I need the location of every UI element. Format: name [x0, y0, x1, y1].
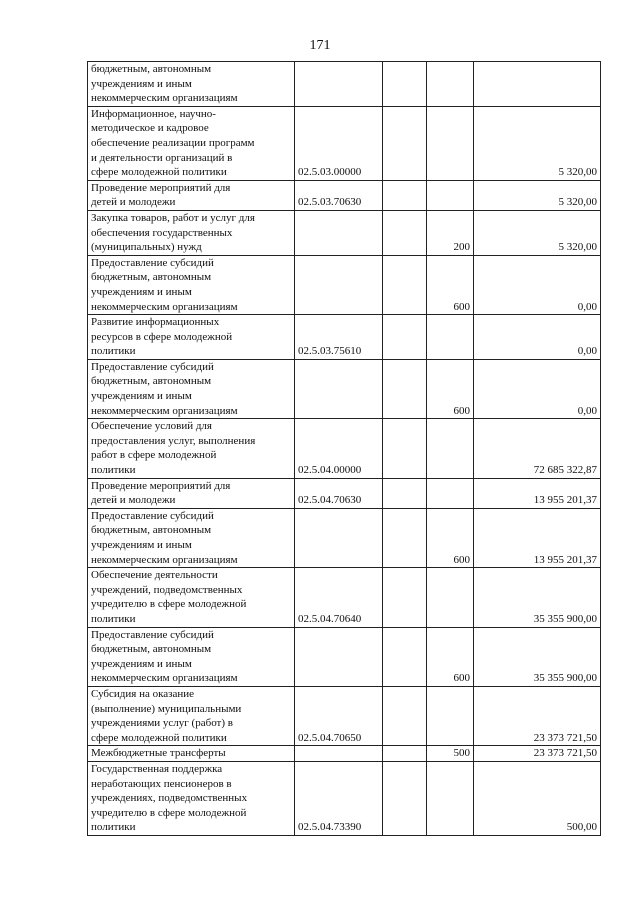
row-code	[295, 62, 383, 107]
row-code: 02.5.04.70650	[295, 686, 383, 745]
row-type	[427, 62, 474, 107]
table-row	[88, 359, 601, 418]
row-amount: 72 685 322,87	[474, 419, 601, 478]
row-type	[427, 686, 474, 745]
row-amount: 0,00	[474, 315, 601, 360]
row-type	[427, 478, 474, 508]
table-row	[88, 627, 601, 686]
row-blank	[383, 180, 427, 210]
row-code	[295, 508, 383, 567]
table-row	[88, 315, 601, 360]
page-number: 171	[309, 38, 331, 53]
row-name: Закупка товаров, работ и услуг для обеспечения государственных (муниципальных) нужд	[88, 210, 295, 255]
table-row	[88, 255, 601, 314]
row-code: 02.5.04.00000	[295, 419, 383, 478]
row-type	[427, 419, 474, 478]
row-amount: 5 320,00	[474, 106, 601, 180]
row-name: Информационное, научно- методическое и кадровое обеспечение реализации программ и деятельности организаций в сфере молодежной политики	[88, 106, 295, 180]
row-blank	[383, 359, 427, 418]
table-row	[88, 686, 601, 745]
row-amount	[474, 62, 601, 107]
row-name: Проведение мероприятий для детей и молодежи	[88, 478, 295, 508]
row-type: 600	[427, 359, 474, 418]
row-amount: 23 373 721,50	[474, 746, 601, 762]
row-code: 02.5.04.70630	[295, 478, 383, 508]
row-type: 600	[427, 508, 474, 567]
row-amount: 13 955 201,37	[474, 508, 601, 567]
row-amount: 35 355 900,00	[474, 627, 601, 686]
row-name: Субсидия на оказание (выполнение) муниципальными учреждениями услуг (работ) в сфере молодежной политики	[88, 686, 295, 745]
table-row	[88, 746, 601, 762]
row-code: 02.5.04.70640	[295, 568, 383, 627]
row-type	[427, 761, 474, 835]
row-name: Проведение мероприятий для детей и молодежи	[88, 180, 295, 210]
row-amount: 0,00	[474, 255, 601, 314]
table-row	[88, 568, 601, 627]
row-type	[427, 106, 474, 180]
row-amount: 13 955 201,37	[474, 478, 601, 508]
table-row	[88, 62, 601, 107]
row-code: 02.5.03.70630	[295, 180, 383, 210]
row-code	[295, 359, 383, 418]
table-row	[88, 761, 601, 835]
row-amount: 5 320,00	[474, 210, 601, 255]
row-type: 200	[427, 210, 474, 255]
row-blank	[383, 419, 427, 478]
row-name: Обеспечение условий для предоставления услуг, выполнения работ в сфере молодежной политики	[88, 419, 295, 478]
row-amount: 5 320,00	[474, 180, 601, 210]
row-blank	[383, 761, 427, 835]
row-blank	[383, 255, 427, 314]
table-row	[88, 419, 601, 478]
table-row	[88, 508, 601, 567]
row-name: Государственная поддержка неработающих пенсионеров в учреждениях, подведомственных учредителю в сфере молодежной политики	[88, 761, 295, 835]
row-code	[295, 746, 383, 762]
row-blank	[383, 62, 427, 107]
table-row	[88, 180, 601, 210]
row-amount: 500,00	[474, 761, 601, 835]
row-type	[427, 568, 474, 627]
row-blank	[383, 106, 427, 180]
row-type	[427, 180, 474, 210]
row-blank	[383, 210, 427, 255]
row-blank	[383, 315, 427, 360]
row-name: Развитие информационных ресурсов в сфере молодежной политики	[88, 315, 295, 360]
row-name: бюджетным, автономным учреждениям и иным некоммерческим организациям	[88, 62, 295, 107]
budget-table	[87, 61, 601, 836]
row-name: Предоставление субсидий бюджетным, автономным учреждениям и иным некоммерческим организациям	[88, 508, 295, 567]
row-type: 600	[427, 255, 474, 314]
row-code	[295, 255, 383, 314]
row-code: 02.5.03.75610	[295, 315, 383, 360]
row-type: 500	[427, 746, 474, 762]
row-blank	[383, 568, 427, 627]
row-blank	[383, 746, 427, 762]
row-blank	[383, 508, 427, 567]
row-name: Предоставление субсидий бюджетным, автономным учреждениям и иным некоммерческим организациям	[88, 255, 295, 314]
row-name: Межбюджетные трансферты	[88, 746, 295, 762]
row-code	[295, 627, 383, 686]
table-row	[88, 478, 601, 508]
row-name: Предоставление субсидий бюджетным, автономным учреждениям и иным некоммерческим организациям	[88, 627, 295, 686]
row-name: Предоставление субсидий бюджетным, автономным учреждениям и иным некоммерческим организациям	[88, 359, 295, 418]
row-blank	[383, 686, 427, 745]
row-code: 02.5.04.73390	[295, 761, 383, 835]
table-row	[88, 106, 601, 180]
table-row	[88, 210, 601, 255]
row-code	[295, 210, 383, 255]
row-amount: 0,00	[474, 359, 601, 418]
row-blank	[383, 627, 427, 686]
row-type: 600	[427, 627, 474, 686]
row-name: Обеспечение деятельности учреждений, подведомственных учредителю в сфере молодежной политики	[88, 568, 295, 627]
row-blank	[383, 478, 427, 508]
row-type	[427, 315, 474, 360]
row-amount: 23 373 721,50	[474, 686, 601, 745]
row-amount: 35 355 900,00	[474, 568, 601, 627]
row-code: 02.5.03.00000	[295, 106, 383, 180]
